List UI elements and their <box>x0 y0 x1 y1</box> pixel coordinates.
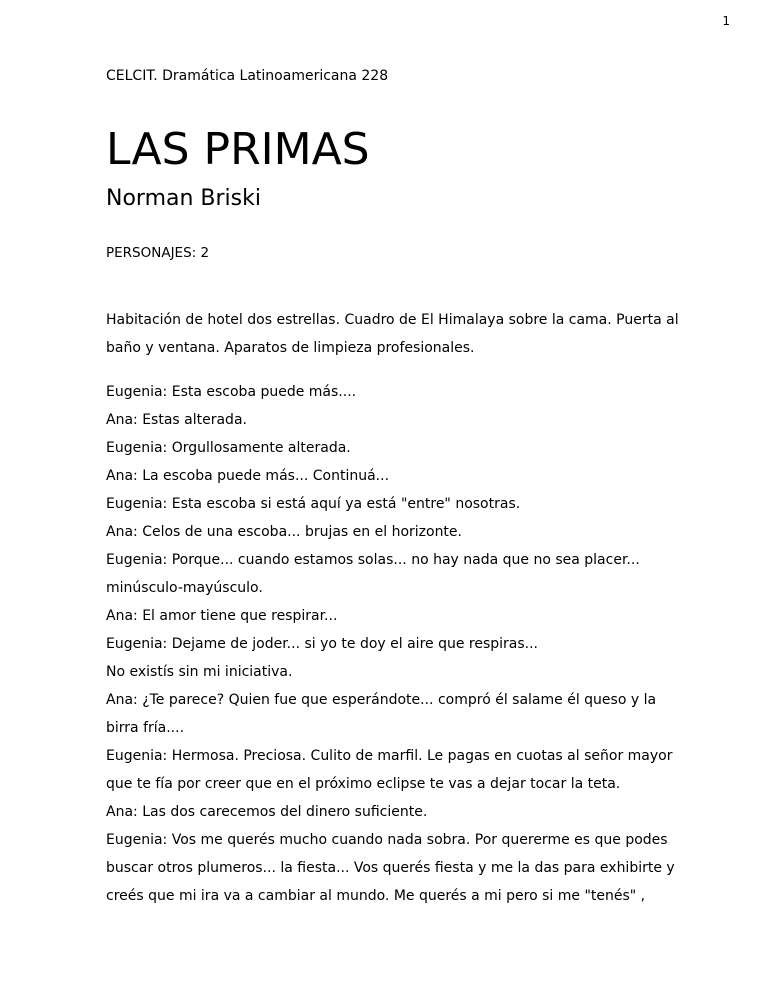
play-text <box>106 306 726 910</box>
play-title: LAS PRIMAS <box>106 124 370 175</box>
dialogue-line: birra fría.... <box>106 720 185 736</box>
dialogue-line: Ana: ¿Te parece? Quien fue que esperándote... compró él salame él queso y la <box>106 692 657 708</box>
stage-direction-line: Habitación de hotel dos estrellas. Cuadro de El Himalaya sobre la cama. Puerta al <box>106 312 679 328</box>
dialogue-line: Ana: El amor tiene que respirar... <box>106 608 338 624</box>
dialogue-line: que te fía por creer que en el próximo eclipse te vas a dejar tocar la teta. <box>106 776 621 792</box>
dialogue-line: Ana: Estas alterada. <box>106 412 247 428</box>
dialogue-line: No existís sin mi iniciativa. <box>106 664 293 680</box>
dialogue-line: Ana: La escoba puede más... Continuá... <box>106 468 390 484</box>
dialogue-line: Eugenia: Esta escoba puede más.... <box>106 384 357 400</box>
dialogue-line: buscar otros plumeros... la fiesta... Vos querés fiesta y me la das para exhibirte y <box>106 860 675 876</box>
dialogue-line: Eugenia: Vos me querés mucho cuando nada sobra. Por quererme es que podes <box>106 832 668 848</box>
dialogue-line: Ana: Celos de una escoba... brujas en el horizonte. <box>106 524 462 540</box>
dialogue-line: minúsculo-mayúsculo. <box>106 580 263 596</box>
dialogue <box>106 378 726 910</box>
dialogue-line: Ana: Las dos carecemos del dinero suficiente. <box>106 804 428 820</box>
page-number: 1 <box>722 14 730 28</box>
characters-count: PERSONAJES: 2 <box>106 245 210 261</box>
dialogue-line: Eugenia: Esta escoba si está aquí ya está "entre" nosotras. <box>106 496 521 512</box>
dialogue-line: Eugenia: Hermosa. Preciosa. Culito de marfil. Le pagas en cuotas al señor mayor <box>106 748 673 764</box>
author-name: Norman Briski <box>106 186 261 211</box>
dialogue-line: Eugenia: Porque... cuando estamos solas... no hay nada que no sea placer... <box>106 552 640 568</box>
document-header: CELCIT. Dramática Latinoamericana 228 <box>106 68 389 84</box>
dialogue-line: creés que mi ira va a cambiar al mundo. Me querés a mi pero si me "tenés" , <box>106 888 646 904</box>
stage-direction-line: baño y ventana. Aparatos de limpieza profesionales. <box>106 340 475 356</box>
dialogue-line: Eugenia: Dejame de joder... si yo te doy el aire que respiras... <box>106 636 539 652</box>
dialogue-line: Eugenia: Orgullosamente alterada. <box>106 440 351 456</box>
